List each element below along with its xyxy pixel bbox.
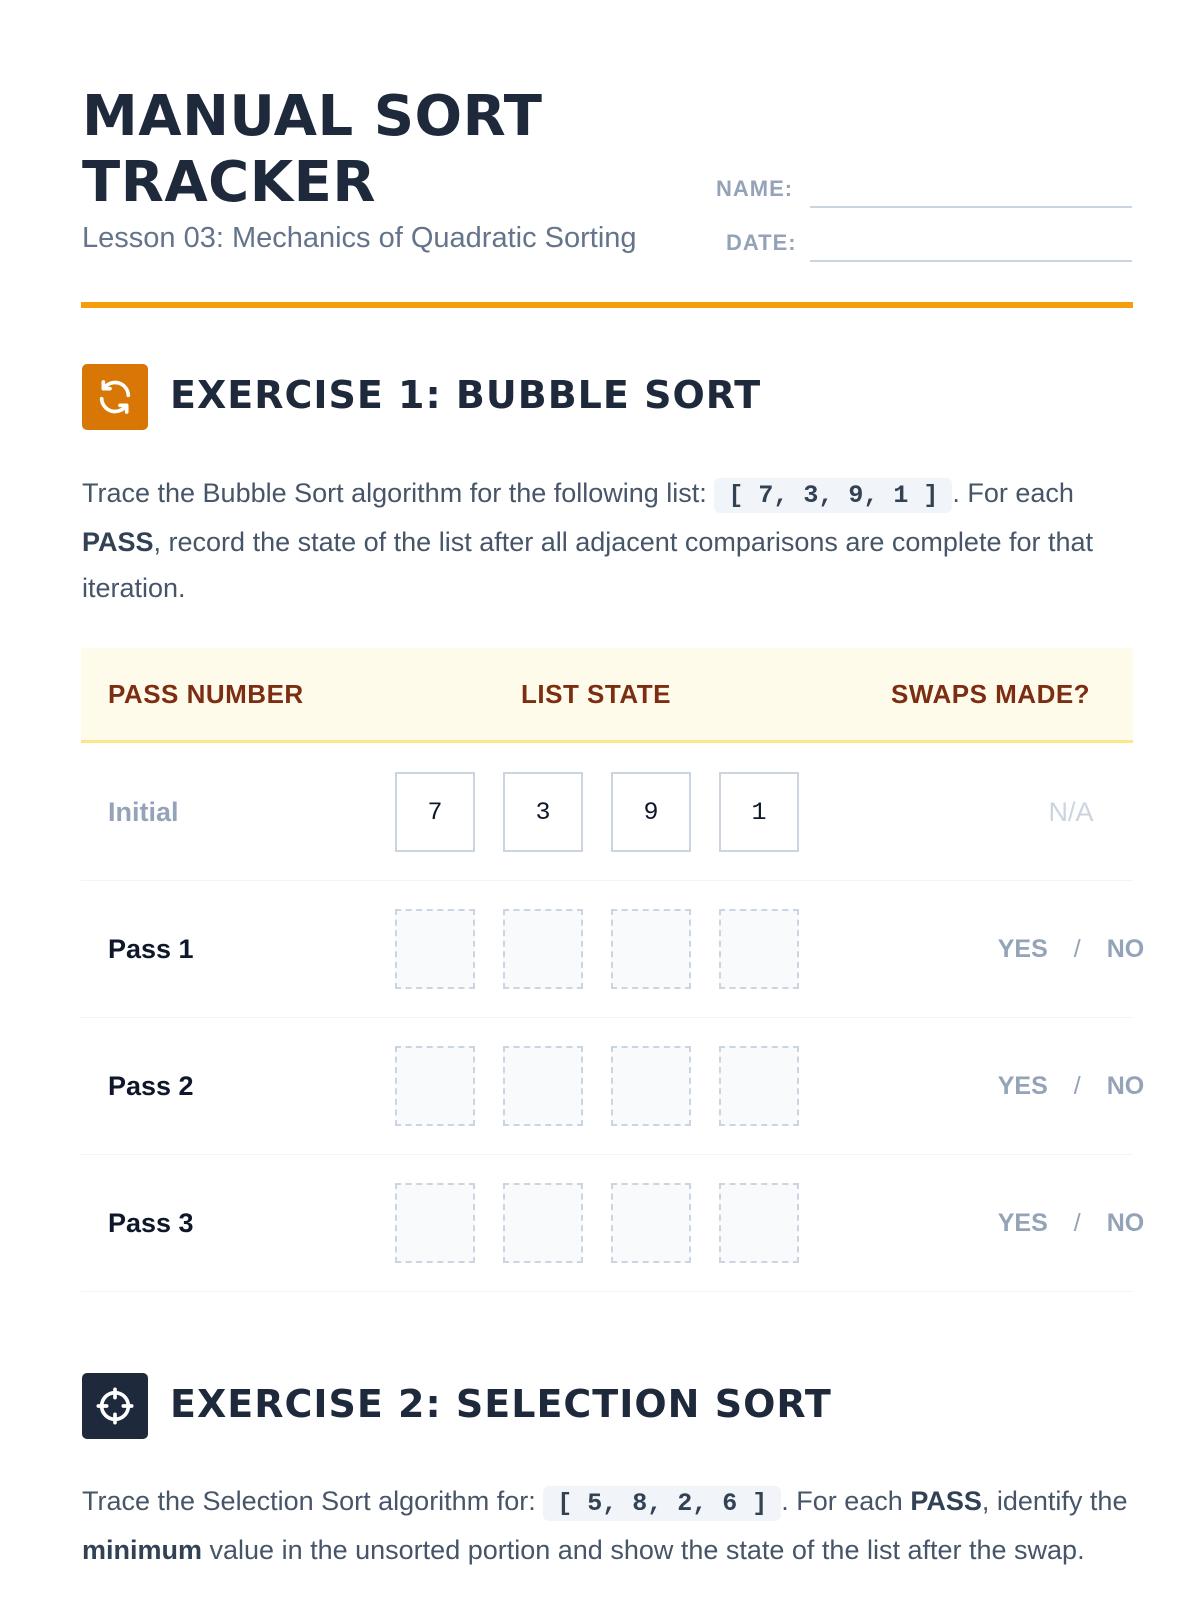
no-option[interactable]: NO [1106, 934, 1145, 963]
name-label: NAME: [716, 176, 794, 201]
instr-text: , record the state of the list after all adjacent comparisons are complete for that iteration. [82, 527, 1094, 603]
list-cell: 9 [611, 772, 691, 852]
choice-separator: / [1073, 934, 1081, 963]
answer-cell[interactable] [719, 909, 799, 989]
choice-separator: / [1073, 1208, 1081, 1237]
yes-option[interactable]: YES [997, 934, 1048, 963]
instr-text: Trace the Selection Sort algorithm for: [82, 1486, 536, 1516]
answer-cell[interactable] [395, 1183, 475, 1263]
answer-cell[interactable] [611, 1183, 691, 1263]
input-list: [ 7, 3, 9, 1 ] [714, 478, 952, 513]
list-cell: 3 [503, 772, 583, 852]
answer-cell[interactable] [719, 1046, 799, 1126]
instr-bold: PASS [82, 527, 154, 557]
instr-text: value in the unsorted portion and show the state of the list after the swap. [209, 1535, 1085, 1565]
table-row [81, 881, 1145, 1018]
title-line-2: TRACKER [82, 150, 377, 215]
input-list: [ 5, 8, 2, 6 ] [543, 1486, 781, 1521]
answer-cell[interactable] [719, 1183, 799, 1263]
swaps-choice [941, 1018, 1200, 1154]
title-line-1: MANUAL SORT [82, 84, 543, 149]
header-divider [81, 302, 1133, 308]
refresh-icon [82, 364, 148, 430]
answer-cell[interactable] [503, 1183, 583, 1263]
row-label: Initial [108, 796, 179, 827]
no-option[interactable]: NO [1106, 1208, 1145, 1237]
instr-text: . For each [952, 478, 1074, 508]
instr-bold: minimum [82, 1535, 203, 1565]
swaps-choice [941, 881, 1200, 1017]
name-field[interactable] [810, 206, 1132, 208]
answer-cell[interactable] [611, 909, 691, 989]
answer-cell[interactable] [611, 1046, 691, 1126]
table-row [81, 1155, 1145, 1292]
list-cell: 1 [719, 772, 799, 852]
instr-text: . For each [781, 1486, 903, 1516]
header-pass-number: PASS NUMBER [108, 678, 304, 709]
answer-cell[interactable] [503, 909, 583, 989]
exercise-2-instructions [82, 1478, 1142, 1573]
yes-option[interactable]: YES [997, 1071, 1048, 1100]
swaps-choice [941, 1155, 1200, 1291]
no-option[interactable]: NO [1106, 1071, 1145, 1100]
instr-text: , identify the [981, 1486, 1128, 1516]
swaps-na: N/A [1048, 796, 1094, 827]
row-label: Pass 1 [108, 933, 194, 964]
choice-separator: / [1073, 1071, 1081, 1100]
answer-cell[interactable] [503, 1046, 583, 1126]
header-swaps-made: SWAPS MADE? [891, 678, 1091, 709]
page-title [82, 84, 542, 216]
instr-text: Trace the Bubble Sort algorithm for the following list: [82, 478, 707, 508]
pass-table-header [81, 648, 1133, 743]
yes-option[interactable]: YES [997, 1208, 1048, 1237]
row-label: Pass 2 [108, 1070, 194, 1101]
instr-bold: PASS [910, 1486, 982, 1516]
list-cell: 7 [395, 772, 475, 852]
answer-cell[interactable] [395, 1046, 475, 1126]
answer-cell[interactable] [395, 909, 475, 989]
table-row [81, 744, 1133, 881]
crosshair-icon [82, 1373, 148, 1439]
header-list-state: LIST STATE [521, 678, 671, 709]
table-row [81, 1018, 1145, 1155]
exercise-1-instructions [82, 470, 1142, 611]
row-label: Pass 3 [108, 1207, 194, 1238]
exercise-2-title: EXERCISE 2: SELECTION SORT [170, 1382, 832, 1426]
exercise-1-title: EXERCISE 1: BUBBLE SORT [170, 373, 762, 417]
lesson-subtitle: Lesson 03: Mechanics of Quadratic Sorting [82, 222, 637, 254]
date-field[interactable] [810, 260, 1132, 262]
date-label: DATE: [726, 230, 797, 255]
